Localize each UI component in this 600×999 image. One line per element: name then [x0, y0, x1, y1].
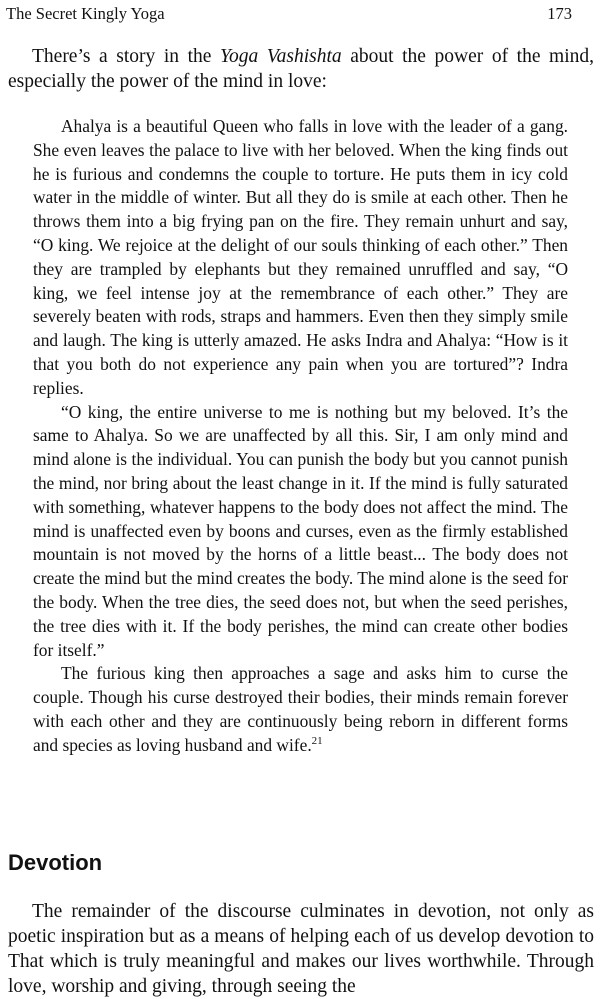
page-number: 173 — [547, 4, 572, 23]
intro-text-end: about the power of the mind, especially the power of the mind in love: — [8, 46, 595, 92]
section-paragraph: The remainder of the discourse culminates in devotion, not only as poetic inspiration but as a means of helping each of us develop devotion to That which is truly meaningful and makes our lives worthwhile. Through love, worship and giving, through seeing the — [8, 901, 594, 997]
quote-paragraph-1: Ahalya is a beautiful Queen who falls in love with the leader of a gang. She even leaves the palace to live with her beloved. When the king finds out he is furious and condemns the couple to torture. He puts them in icy cold water in the middle of winter. But all they do is smile at each other. Then he throws them into a big frying pan on the fire. They remain unhurt and say, “O king. We rejoice at the delight of our souls thinking of each other.” Then they are trampled by elephants but they remained unruffled and say, “O king, we feel intense joy at the remembrance of each other.” They are severely beaten with rods, straps and hammers. Even then they simply smile and laugh. The king is utterly amazed. He asks Indra and Ahalya: “How is it that you both do not experience any pain when you are tortured”? Indra replies. — [33, 116, 568, 398]
intro-text-start: There’s a story in the — [32, 46, 220, 67]
section-heading: Devotion — [8, 850, 103, 875]
quote-paragraph-2: “O king, the entire universe to me is nothing but my beloved. It’s the same to Ahalya. So we are unaffected by all this. Sir, I am only mind and mind alone is the individual. You can punish the body but you cannot punish the mind, nor bring about the least change in it. If the mind is fully saturated with something, whatever happens to the body does not affect the mind. The mind is unaffected even by boons and curses, even as the firmly established mountain is not moved by the horns of a little beast... The body does not create the mind but the mind creates the body. The mind alone is the seed for the body. When the tree dies, the seed does not, but when the seed perishes, the tree dies with it. If the body perishes, the mind can create other bodies for itself.” — [33, 401, 568, 660]
quote-paragraph-3-text: The furious king then approaches a sage and asks him to curse the couple. Though his curse destroyed their bodies, their minds remain forever with each other and they are continuously being reborn in different forms and species as loving husband and wife. — [33, 663, 568, 755]
running-header — [6, 4, 572, 24]
running-title: The Secret Kingly Yoga — [6, 4, 165, 23]
footnote-reference[interactable]: 21 — [311, 734, 323, 747]
block-quote — [33, 115, 568, 758]
source-title: Yoga Vashishta — [220, 46, 342, 67]
intro-paragraph — [8, 44, 594, 94]
quote-paragraph-3 — [33, 662, 568, 757]
